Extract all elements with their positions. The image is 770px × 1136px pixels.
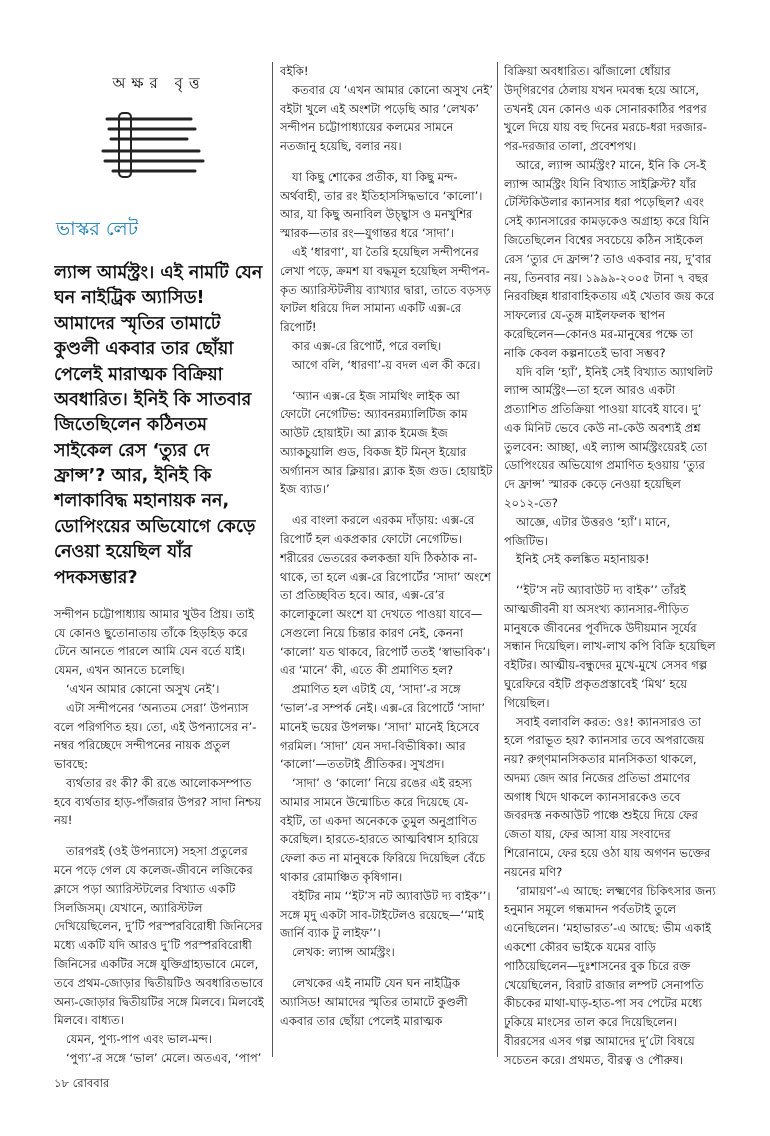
paragraph: ইনিই সেই কলঙ্কিত মহানায়ক! (516, 552, 650, 567)
column-logo (99, 109, 264, 181)
paragraph: লেখক: ল্যান্স আর্মস্ট্রং। (292, 945, 395, 960)
column-1 (54, 62, 264, 1067)
paragraph: তারপরই (ওই উপন্যাসে) সহসা প্রতুলের মনে পড়ে গেল যে কলেজ-জীবনে লজিকের ক্লাসে পড়া অ্যারিস্টটলের বিখ্যাত একটি সিলজিসম্‌। যেখানে, অ্যারিস্টটল দেখিয়েছিলেন, দু’টি পরস্পরবিরোধী জিনিসের মধ্যে একটি যদি আরও দু’টি পরস্পরবিরোধী জিনিসের একটির সঙ্গে যুক্তিগ্রাহ্যভাবে মেলে, তবে প্রথম-জোড়ার দ্বিতীয়টিও অবধারিতভাবে অন্য-জোড়ার দ্বিতীয়টির সঙ্গে মিলবে। মিলবেই মিলবে। বাধ্যত। (54, 844, 264, 1028)
column-2 (280, 62, 493, 1067)
author-name: ভাস্কর লেট (56, 218, 139, 240)
paragraph: সবাই বলাবলি করত: ওঃ! ক্যানসারও তা হলে পরাভূত হয়? ক্যানসার তবে অপরাজেয় নয়? রুগ্‌ণমানসিকতার মানসিকতা থাকলে, অদম্য জেদ আর নিজের প্রতিভা প্রমাণের অগাধ খিদে থাকলে ক্যানসারকেও তবে জবরদস্ত নকআউট পাঞ্চে শুইয়ে দিয়ে ফের জেতা যায়, ফের আসা যায় সংবাদের শিরোনামে, ফের হয়ে ওঠা যায় অগণন ভক্তের নয়নের মণি? (504, 714, 711, 879)
paragraph: যদি বলি ‘হ্যাঁ’, ইনিই সেই বিখ্যাত অ্যাথলিট ল্যান্স আর্মস্ট্রং—তা হলে আরও একটা প্রত্যাশিত প্রতিক্রিয়া পাওয়া যাবেই যাবে। দু’ এক মিনিট ভেবে কেউ না-কেউ অবশ্যই প্রশ্ন তুলবেন: আচ্ছা, এই ল্যান্স আর্মস্ট্রংয়েরই তো ডোপিংয়ের অভিযোগ প্রমাণিত হওয়ায় ‘ত্যুর দে ফ্রান্স’ স্মারক কেড়ে নেওয়া হয়েছিল ২০১২-তে? (504, 364, 713, 510)
paragraph: আরে, ল্যান্স আর্মস্ট্রং? মানে, ইনি কি সে-ই ল্যান্স আর্মস্ট্রং যিনি বিখ্যাত সাইক্লিস্ট? যাঁর টেস্টিকিউলার ক্যানসার ধরা পড়েছিল? এবং সেই ক্যানসারের কামড়কেও অগ্রাহ্য করে যিনি জিতেছিলেন বিশ্বের সবচেয়ে কঠিন সাইকেল রেস ‘ত্যুর দে ফ্রান্স’? তাও একবার নয়, দু’বার নয়, তিনবার নয়। ১৯৯৯-২০০৫ টানা ৭ বছর নিরবচ্ছিন্ন ধারাবাহিকতায় এই খেতাব জয় করে সাফল্যের যে-তুঙ্গ মাইলফলক স্থাপন করেছিলেন—কোনও মর-মানুষের পক্ষে তা নাকি কেবল কল্পনাতেই ভাবা সম্ভব? (504, 157, 715, 360)
paragraph: কার এক্স-রে রিপোর্ট, পরে বলছি। (292, 338, 442, 353)
paragraph: কতবার যে ‘এখন আমার কোনো অসুখ নেই’ বইটা খুলে এই অংশটা পড়েছি আর ‘লেখক’ সন্দীপন চট্টোপাধ্যায়ের কলমের সামনে নতজানু হয়েছি, বলার নয়। (280, 82, 493, 154)
paragraph: ‘অ্যান এক্স-রে ইজ সামথিং লাইক আ ফোটো নেগেটিভ: অ্যাবনরম্যালিটিজ কাম আউট হোয়াইট। আ ব্ল্যাক ইমেজ ইজ অ্যাকচুয়ালি গুড, বিকজ ইট মিন্‌স ইয়োর অর্গ্যানস আর ক্লিয়ার। ব্ল্যাক ইজ গুড। হোয়াইট ইজ ব্যাড।’ (280, 388, 493, 497)
paragraph: ‘পুণ্য’-র সঙ্গে ‘ভাল’ মেলে। অতএব, ‘পাপ’ (66, 1050, 262, 1065)
column-3 (504, 62, 717, 1067)
paragraph: ‘সাদা’ ও ‘কালো’ নিয়ে রঙের এই রহস্য আমার সামনে উন্মোচিত করে দিয়েছে যে-বইটি, তা একদা অনেককে তুমুল অনুপ্রাণিত করেছিল। হারতে-হারতে আত্মবিশ্বাস হারিয়ে ফেলা কত না মানুষকে ফিরিয়ে দিয়েছিল বেঁচে থাকার রোমাঞ্চিত কৃষিগান। (280, 776, 486, 885)
paragraph: সন্দীপন চট্টোপাধ্যায় আমার খুউব প্রিয়। তাই যে কোনও ছুতোনাতায় তাঁকে হিড়হিড় করে টেনে আনতে পারলে আমি যেন বর্তে যাই। যেমন, এখন আনতে চলেছি। (54, 606, 255, 678)
paragraph: ব্যর্থতার রং কী? কী রঙে আলোকসম্পাত হবে ব্যর্থতার হাড়-পাঁজরার উপর? সাদা নিশ্চয় নয়! (54, 775, 262, 828)
paragraph: বিক্রিয়া অবধারিত। ঝাঁজালো ধোঁয়ার উদ্‌গিরণের ঠেলায় যখন দমবন্ধ হয়ে আসে, তখনই যেন কোনও এক সোনারকাঠির পরপর খুলে দিয়ে যায় বহু দিনের মরচে-ধরা দরজার-পর-দরজার তালা, প্রবেশপথ। (504, 64, 707, 154)
paragraph: আগে বলি, ‘ধারণা’-য় বদল এল কী করে। (292, 357, 481, 372)
pen-nib-logo-icon (99, 109, 209, 181)
paragraph: যা কিছু শোকের প্রতীক, যা কিছু মন্দ-অর্থবাহী, তার রং ইতিহাসসিদ্ধভাবে ‘কালো’। আর, যা কিছু অনাবিল উচ্ছ্বাস ও মনখুশির স্মারক—তার রং—যুগান্তর ধরে ‘সাদা’। (280, 169, 483, 241)
paragraph: প্রমাণিত হল এটাই যে, ‘সাদা’-র সঙ্গে ‘ভাল’-র সম্পর্ক নেই। এক্স-রে রিপোর্টে ‘সাদা’ মানেই ভয়ের উপলক্ষ। ‘সাদা’ মানেই হিসেবে গরমিল। ‘সাদা’ যেন সদা-বিভীষিকা। আর ‘কালো’—ততটাই প্রীতিকর। সুখপ্রদ। (280, 682, 486, 772)
paragraph: এই ‘ধারণা’, যা তৈরি হয়েছিল সন্দীপনের লেখা পড়ে, ক্রমশ যা বদ্ধমূল হয়েছিল সন্দীপন-কৃত অ্যারিস্টটলীয় ব্যাখ্যার দ্বারা, তাতে বড়সড় ফাটল ধরিয়ে দিল সামান্য একটি এক্স-রে রিপোর্ট! (280, 245, 491, 335)
intro-paragraph: ল্যান্স আর্মস্ট্রং। এই নামটি যেন ঘন নাইট্রিক অ্যাসিড! আমাদের স্মৃতির তামাটে কুণ্ডলী একবার তার ছোঁয়া পেলেই মারাত্মক বিক্রিয়া অবধারিত। ইনিই কি সাতবার জিতেছিলেন কঠিনতম সাইকেল রেস ‘ত্যুর দে ফ্রান্স’? আর, ইনিই কি শলাকাবিদ্ধ মহানায়ক নন, ডোপিংয়ের অভিযোগে কেড়ে নেওয়া হয়েছিল যাঁর পদকসম্ভার? (54, 263, 263, 588)
paragraph: বইটির নাম ‘‘ইট’স নট অ্যাবাউট দ্য বাইক’’। সঙ্গে মৃদু একটা সাব-টাইটেলও রয়েছে—‘‘মাই জার্নি ব্যাক টু লাইফ’’। (280, 888, 491, 941)
paragraph: ‘‘ইট’স নট অ্যাবাউট দ্য বাইক’’ তাঁরই আত্মজীবনী যা অসংখ্য ক্যানসার-পীড়িত মানুষকে জীবনের পূর্বদিকে উদীয়মান সূর্যের সন্ধান দিয়েছিল। লাখ-লাখ কপি বিক্রি হয়েছিল বইটির। আত্মীয়-বন্ধুদের মুখে-মুখে সেসব গল্প ঘুরেফিরে বইটি প্রকৃতপ্রস্তাবেই ‘মিথ’ হয়ে গিয়েছিল। (504, 583, 716, 710)
section-title: অক্ষর বৃত্ত (112, 74, 206, 92)
paragraph: ‘রামায়ণ’-এ আছে: লক্ষ্মণের চিকিৎসার জন্য হনুমান সমূলে গন্ধমাদন পর্বতটাই তুলে এনেছিলেন। ‘মহাভারত’-এ আছে: ভীম একাই একশো কৌরব ভাইকে যমের বাড়ি পাঠিয়েছিলেন—দুঃশাসনের বুক চিরে রক্ত খেয়েছিলেন, বিরাট রাজার লম্পট সেনাপতি কীচকের মাথা-ঘাড়-হাত-পা সব পেটের মধ্যে ঢুকিয়ে মাংসের তাল করে দিয়েছিলেন। বীররসের এসব গল্প আমাদের দু’টো বিষয়ে সচেতন করে। প্রথমত, বীরত্ব ও পৌরুষ। (504, 883, 716, 1067)
paragraph: লেখকের এই নামটি যেন ঘন নাইট্রিক অ্যাসিড! আমাদের স্মৃতির তামাটে কুণ্ডলী একবার তার ছোঁয়া পেলেই মারাত্মক (280, 975, 468, 1028)
column-1-body (54, 605, 264, 1067)
page-footer: ১৮ রোববার (54, 1076, 110, 1090)
column-rule (272, 62, 273, 1057)
paragraph: এর বাংলা করলে এরকম দাঁড়ায়: এক্স-রে রিপোর্ট হল একপ্রকার ফোটো নেগেটিভ। শরীরের ভেতরের কলকব্জা যদি ঠিকঠাক না-থাকে, তা হলে এক্স-রে রিপোর্টের ‘সাদা’ অংশে তা প্রতিচ্ছবিত হবে। আর, এক্স-রে’র কালোকুলো অংশে যা দেখতে পাওয়া যাবে—সেগুলো নিয়ে চিন্তার কারণ নেই, কেননা ‘কালো’ যত থাকবে, রিপোর্ট ততই ‘স্বাভাবিক’। এর ‘মানে’ কী, এতে কী প্রমাণিত হল? (280, 513, 491, 678)
paragraph: বইকি! (280, 64, 309, 78)
paragraph: ‘এখন আমার কোনো অসুখ নেই’। (66, 682, 220, 696)
column-rule (497, 62, 498, 1057)
paragraph: এটা সন্দীপনের ‘অন্যতম সেরা’ উপন্যাস বলে পরিগণিত হয়। তো, এই উপন্যাসের ন’-নম্বর পরিচ্ছেদে সন্দীপনের নায়ক প্রতুল ভাবছে: (54, 700, 257, 772)
paragraph: আজ্ঞে, এটার উত্তরও ‘হ্যাঁ’। মানে, পজিটিভ। (504, 514, 671, 548)
paragraph: যেমন, পুণ্য-পাপ এবং ভাল-মন্দ। (66, 1032, 212, 1047)
